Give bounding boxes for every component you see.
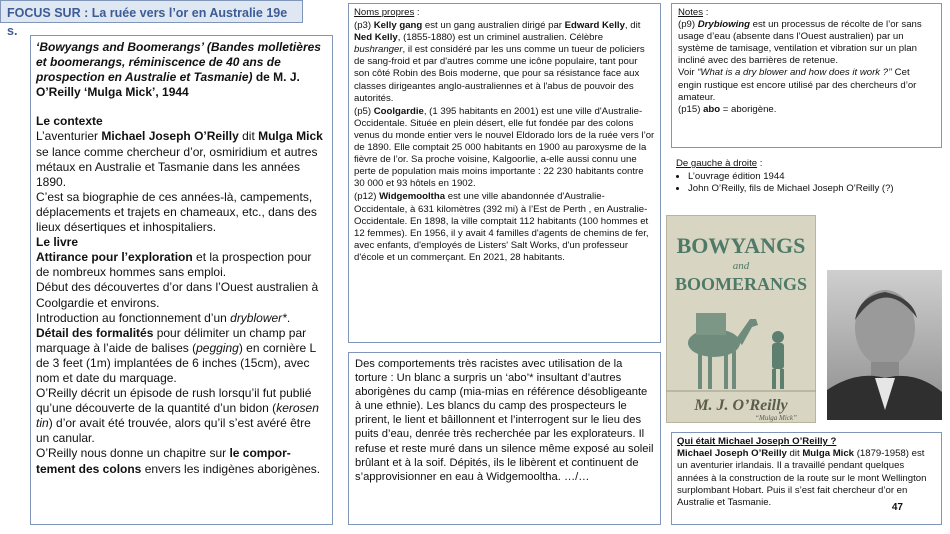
author-nickname: Mulga Mick [258,129,323,144]
context-heading: Le contexte [36,114,103,129]
author-name: Michael Joseph O’Reilly [101,129,239,144]
book-paragraph-1: Attirance pour l’exploration et la prospection pour de nombreux hommes sans emploi. [36,250,312,280]
portrait-photo [827,270,942,420]
cover-author: M. J. O’Reilly [694,397,788,414]
notes-heading: Notes : [678,7,709,18]
book-heading: Le livre [36,235,79,250]
book-cover-image [666,215,816,423]
note-dryblowing: (p9) Drybiowing est un processus de récolte de l’or sans usage d’eau (absente dans l’Ouest australien) par un système de tamisage, ventilation et vibration sur un plan incliné avec des barrières de retenue. [678,19,922,67]
notes-box [671,3,942,148]
cover-nickname: “Mulga Mick” [755,414,797,422]
book-cover-illustration [666,215,816,423]
left-column [30,35,333,525]
book-paragraph-3: Introduction au fonctionnement d’un dryblower*. [36,310,291,325]
book-title-italic: ‘Bowyangs and Boomerangs’ (Bandes molletières et boomerangs, réminiscence de 40 ans de prospection en Australie et Tasmanie) [36,40,321,85]
page-title: FOCUS SUR : La ruée vers l’or en Australie 19e s. [7,6,288,38]
context-paragraph-2: C’est sa biographie de ces années-là, campements, déplacements et trajets en chameaux, etc., dans des lieux désertiques et inhospitaliers. [36,189,317,235]
page-number: 47 [891,501,903,513]
cover-line-1: BOWYANGS [676,233,806,258]
book-paragraph-5: O’Reilly décrit un épisode de rush lorsqu’il fut publié qu’une découverte de la quantité d’un bidon (kerosen tin) d’or avait été trouvée, alors qu’il s’est avéré être un canular. [36,386,319,446]
entry-kelly-gang: (p3) Kelly gang est un gang australien dirigé par Edward Kelly, dit Ned Kelly, (1855-1880) est un criminel australien. Célèbre bushranger, il est considéré par les uns comme un tueur de policiers de sang-froid et par d'autres comme une icône populaire, tant pour son côté Robin des Bois moderne, que pour sa résistance face aux classes dirigeantes anglo-australiennes et à l'abus de pouvoir des autorités. [354,20,645,104]
page-title-box [0,0,303,38]
captions-heading: De gauche à droite : [676,158,763,169]
caption-item: • L’ouvrage édition 1944 [688,171,942,184]
portrait-illustration [827,270,942,420]
book-paragraph-6: O’Reilly nous donne un chapitre sur le compor-tement des colons envers les indigènes aborigènes. [36,446,321,476]
entry-widgemooltha: (p12) Widgemooltha est une ville abandonnée d'Australie-Occidentale, à 631 kilomètres (392 mi) à l’Est de Perth , en Australie-Occidentale. En 1898, la ville comptait 112 habitants (100 hommes et 12 femmes). En 1956, il y avait 4 familles d'agents de chemins de fer, avec enfants, d'employés de Listers' Salt Works, d'un professeur d'école et un commerçant. En 2021, 28 habitants. [354,191,649,263]
entry-coolgardie: (p5) Coolgardie, (1 395 habitants en 2001) est une ville d'Australie-Occidentale. Située en plein désert, elle fut fondée par des colons venus du monde entier vers le nouvel Eldorado lors de la ruée vers l’or de 1890. Elle comptait 25 000 habitants en 1900 au paroxysme de la fièvre de l’or. Sa proche voisine, Kalgoorlie, a-elle aussi connu une perte de population mais moins importante : 22 230 habitants contre 30 000 et 93 hôtels en 1902. [354,105,655,190]
behaviour-excerpt-text: Des comportements très racistes avec utilisation de la torture : Un blanc a surpris un ‘abo’* insultant d’autres aborigènes du camp (mia-mias en référence désobligeante à une ethnie). Les blancs du camp des prospecteurs le prirent, le lient et bâillonnent et l’interrogent sur le lieu des puits d’eau, denrée très recherchée par les explorateurs. Il refuse et reste muré dans un silence même exposé au soleil brûlant et à la soif. Dépités, ils le libèrent et continuent de s’approvisionner en eau à Widgemooltha. …/… [355,358,654,483]
book-title-paragraph [36,40,327,100]
note-abo: (p15) abo = aborigène. [678,103,777,115]
proper-nouns-heading: Noms propres : [354,7,420,18]
context-paragraph-1: L’aventurier Michael Joseph O’Reilly dit Mulga Mick se lance comme chercheur d’or, osmiridium et autres métaux en Australie et Tasmanie dans les années 1890. [36,129,323,189]
captions-list [688,171,942,196]
behaviour-excerpt-box [348,352,661,525]
cover-line-2: and [732,260,750,272]
bio-box [671,432,942,525]
bio-text: Michael Joseph O’Reilly dit Mulga Mick (1879-1958) est un aventurier irlandais. Il a travaillé pendant quelques années à la construction de la route sur le mont Wellington surplombant Hobart. Puis il s’est fait chercheur d’or en Australie et Tasmanie. [677,448,927,509]
caption-item: • John O’Reilly, fils de Michael Joseph O’Reilly (?) [688,183,942,196]
book-paragraph-4: Détail des formalités pour délimiter un champ par marquage à l’aide de balises (pegging) en cornière L de 3 feet (1m) implantées de 6 inches (15cm), avec nom et date du marquage. [36,325,316,385]
note-voir: Voir “What is a dry blower and how does it work ?’’ Cet engin rustique est encore utilisé par des chercheurs d’or amateur. [678,67,917,103]
image-captions [676,158,942,196]
cover-line-3: BOOMERANGS [674,274,808,294]
book-paragraph-2: Début des découvertes d’or dans l’Ouest australien à Coolgardie et environs. [36,280,319,310]
book-title-author: de M. J. O’Reilly ‘Mulga Mick’, 1944 [36,70,300,100]
bio-heading: Qui était Michael Joseph O’Reilly ? [677,436,837,447]
proper-nouns-box [348,3,661,343]
